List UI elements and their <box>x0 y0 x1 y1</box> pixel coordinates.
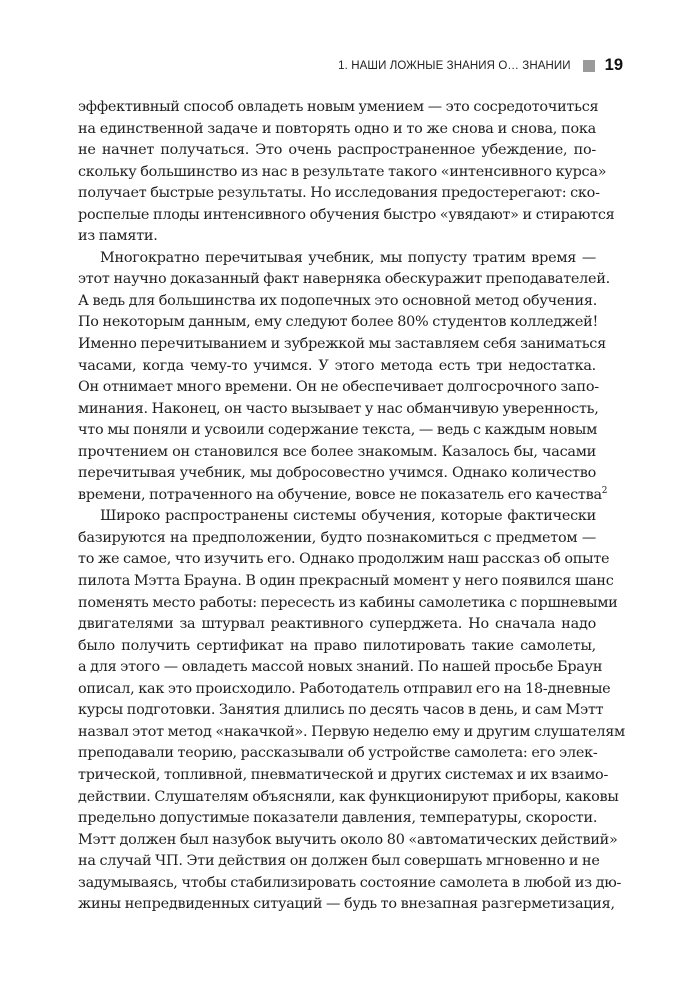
text-line: Многократно перечитывая учебник, мы попусту тратим время — <box>100 249 596 266</box>
text-line: что мы поняли и усвоили содержание текста, — ведь с каждым новым <box>78 422 598 439</box>
page-number: 19 <box>604 56 623 74</box>
text-line: не начнет получаться. Это очень распространенное убеждение, по- <box>78 142 596 159</box>
text-line: поменять место работы: пересесть из кабины самолетика с поршневыми <box>78 594 618 611</box>
header-square-marker <box>583 60 595 72</box>
text-line: роспелые плоды интенсивного обучения быстро «увядают» и стираются <box>78 206 615 223</box>
text-line: задумываясь, чтобы стабилизировать состояние самолета в любой из дю- <box>78 874 622 891</box>
text-line: Именно перечитыванием и зубрежкой мы заставляем себя заниматься <box>78 336 606 353</box>
text-line: предельно допустимые показатели давления, температуры, скорости. <box>78 810 598 827</box>
body-text <box>78 97 625 916</box>
text-line: часами, когда чему-то учимся. У этого метода есть три недостатка. <box>78 357 596 374</box>
text-line: курсы подготовки. Занятия длились по десять часов в день, и сам Мэтт <box>78 702 604 719</box>
text-line: эффективный способ овладеть новым умением — это сосредоточиться <box>78 99 599 115</box>
paragraph <box>78 248 610 507</box>
text-line: получает быстрые результаты. Но исследования предостерегают: ско- <box>78 185 600 202</box>
text-line: то же самое, что изучить его. Однако продолжим наш рассказ об опыте <box>78 551 610 568</box>
text-line: двигателями за штурвал реактивного суперджета. Но сначала надо <box>78 616 596 633</box>
text-line: из памяти. <box>78 228 158 245</box>
text-line: пилота Мэтта Брауна. В один прекрасный момент у него появился шанс <box>78 573 614 590</box>
text-line: Мэтт должен был назубок выучить около 80 «автоматических действий» <box>78 831 618 848</box>
paragraph <box>78 97 615 248</box>
footnote-reference[interactable]: 2 <box>601 486 608 497</box>
text-line: было получить сертификат на право пилотировать такие самолеты, <box>78 637 596 654</box>
text-line: А ведь для большинства их подопечных это основной метод обучения. <box>78 292 598 309</box>
text-line: Он отнимает много времени. Он не обеспечивает долгосрочного запо- <box>78 379 599 396</box>
text-line: трической, топливной, пневматической и других системах и их взаимо- <box>78 766 609 783</box>
text-line: По некоторым данным, ему следуют более 80% студентов колледжей! <box>78 314 598 331</box>
text-line: скольку большинство из нас в результате такого «интенсивного курса» <box>78 163 607 180</box>
text-line: преподавали теорию, рассказывали об устройстве самолета: его элек- <box>78 745 598 762</box>
chapter-title: 1. НАШИ ЛОЖНЫЕ ЗНАНИЯ О… ЗНАНИИ <box>338 59 571 72</box>
running-head <box>338 56 623 75</box>
text-line: базируются на предположении, будто познакомиться с предметом — <box>78 529 596 546</box>
text-line: времени, потраченного на обучение, вовсе не показатель его качества$^2$ <box>78 486 608 503</box>
text-line: описал, как это происходило. Работодатель отправил его на 18-дневные <box>78 680 611 697</box>
paragraph <box>78 506 625 915</box>
text-line: минания. Наконец, он часто вызывает у нас обманчивую уверенность, <box>78 400 599 417</box>
text-line: этот научно доказанный факт наверняка обескуражит преподавателей. <box>78 271 610 288</box>
text-line: на единственной задаче и повторять одно и то же снова и снова, пока <box>78 120 596 137</box>
text-line: перечитывая учебник, мы добросовестно учимся. Однако количество <box>78 465 596 482</box>
text-line: на случай ЧП. Эти действия он должен был совершать мгновенно и не <box>78 853 600 870</box>
text-line: Широко распространены системы обучения, которые фактически <box>100 508 596 525</box>
text-line: а для этого — овладеть массой новых знаний. По нашей просьбе Браун <box>78 659 603 676</box>
text-line: жины непредвиденных ситуаций — будь то внезапная разгерметизация, <box>78 896 615 913</box>
text-line: прочтением он становился все более знакомым. Казалось бы, часами <box>78 443 596 460</box>
text-line: назвал этот метод «накачкой». Первую неделю ему и другим слушателям <box>78 723 625 740</box>
text-line: действии. Слушателям объясняли, как функционируют приборы, каковы <box>78 788 619 805</box>
